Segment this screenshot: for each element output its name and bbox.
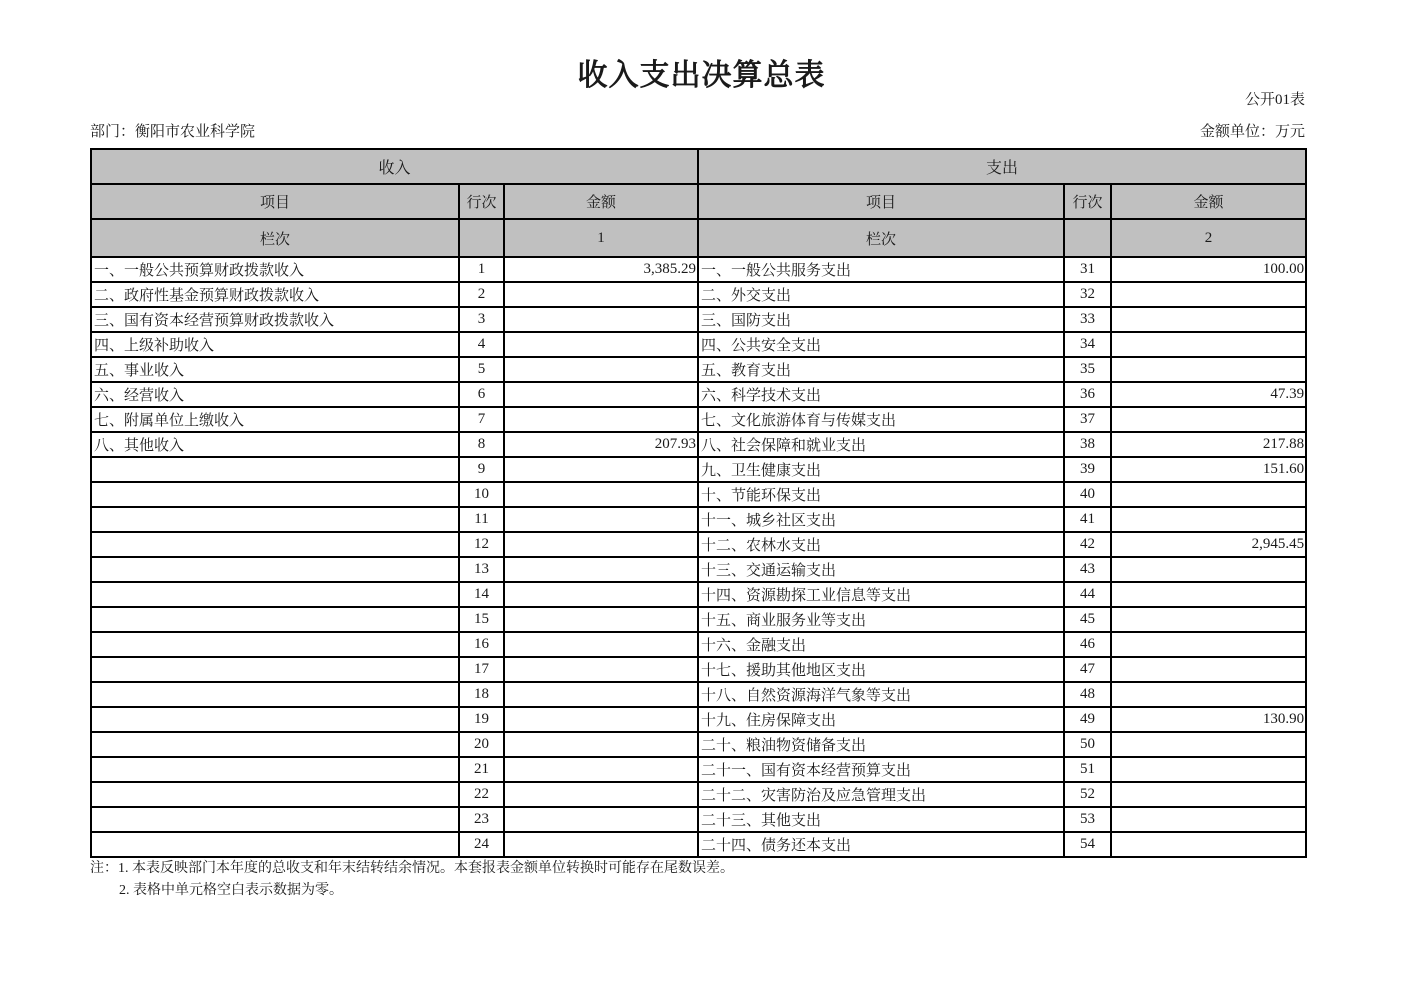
revenue-line-cell: 15: [459, 607, 504, 632]
revenue-amount-cell: [504, 482, 698, 507]
table-row: [91, 557, 1306, 582]
expenditure-line-cell: 35: [1064, 357, 1111, 382]
expenditure-item-cell: 六、科学技术支出: [698, 382, 1064, 407]
table-row: [91, 257, 1306, 282]
revenue-amount-cell: [504, 757, 698, 782]
table-row: [91, 607, 1306, 632]
revenue-item-cell: [91, 507, 459, 532]
expenditure-colindex-value: 2: [1111, 219, 1306, 257]
revenue-item-cell: [91, 482, 459, 507]
revenue-amount-cell: 3,385.29: [504, 257, 698, 282]
expenditure-amount-cell: [1111, 632, 1306, 657]
revenue-line-cell: 9: [459, 457, 504, 482]
summary-table: [90, 148, 1307, 858]
revenue-section-header: 收入: [91, 149, 698, 184]
table-row: [91, 332, 1306, 357]
revenue-item-col-header: 项目: [91, 184, 459, 219]
expenditure-amount-cell: 151.60: [1111, 457, 1306, 482]
table-row: [91, 457, 1306, 482]
note-line-2: 2. 表格中单元格空白表示数据为零。: [119, 883, 343, 898]
expenditure-amount-cell: [1111, 357, 1306, 382]
revenue-item-cell: 五、事业收入: [91, 357, 459, 382]
revenue-line-cell: 3: [459, 307, 504, 332]
revenue-amount-cell: [504, 332, 698, 357]
notes-prefix: 注：: [90, 861, 118, 876]
expenditure-item-cell: 十六、金融支出: [698, 632, 1064, 657]
expenditure-item-cell: 九、卫生健康支出: [698, 457, 1064, 482]
table-row: [91, 782, 1306, 807]
expenditure-amount-cell: [1111, 832, 1306, 857]
table-row: [91, 757, 1306, 782]
table-body: [91, 257, 1306, 857]
expenditure-item-cell: 十一、城乡社区支出: [698, 507, 1064, 532]
expenditure-line-cell: 47: [1064, 657, 1111, 682]
revenue-line-cell: 4: [459, 332, 504, 357]
expenditure-item-col-header: 项目: [698, 184, 1064, 219]
expenditure-item-cell: 四、公共安全支出: [698, 332, 1064, 357]
revenue-amount-cell: 207.93: [504, 432, 698, 457]
expenditure-item-cell: 三、国防支出: [698, 307, 1064, 332]
expenditure-item-cell: 十三、交通运输支出: [698, 557, 1064, 582]
expenditure-item-cell: 二、外交支出: [698, 282, 1064, 307]
revenue-line-col-header: 行次: [459, 184, 504, 219]
revenue-item-cell: [91, 582, 459, 607]
revenue-amount-cell: [504, 532, 698, 557]
expenditure-amount-cell: 2,945.45: [1111, 532, 1306, 557]
expenditure-section-header: 支出: [698, 149, 1306, 184]
table-row: [91, 282, 1306, 307]
note-line-1: [90, 858, 734, 880]
revenue-item-cell: [91, 607, 459, 632]
table-row: [91, 832, 1306, 857]
expenditure-amount-cell: [1111, 607, 1306, 632]
revenue-colindex-label: 栏次: [91, 219, 459, 257]
revenue-amount-col-header: 金额: [504, 184, 698, 219]
revenue-amount-cell: [504, 582, 698, 607]
table-row: [91, 307, 1306, 332]
expenditure-item-cell: 二十三、其他支出: [698, 807, 1064, 832]
table-row: [91, 707, 1306, 732]
revenue-line-cell: 16: [459, 632, 504, 657]
revenue-amount-cell: [504, 632, 698, 657]
revenue-amount-cell: [504, 457, 698, 482]
revenue-line-cell: 18: [459, 682, 504, 707]
expenditure-line-cell: 45: [1064, 607, 1111, 632]
revenue-amount-cell: [504, 732, 698, 757]
revenue-amount-cell: [504, 707, 698, 732]
revenue-item-cell: 一、一般公共预算财政拨款收入: [91, 257, 459, 282]
column-index-row: [91, 219, 1306, 257]
notes: [90, 858, 734, 902]
revenue-item-cell: 三、国有资本经营预算财政拨款收入: [91, 307, 459, 332]
table-code: 公开01表: [1244, 92, 1305, 108]
expenditure-amount-cell: [1111, 807, 1306, 832]
expenditure-amount-cell: [1111, 782, 1306, 807]
section-header-row: [91, 149, 1306, 184]
revenue-item-cell: [91, 757, 459, 782]
meta-row: [90, 120, 1305, 141]
expenditure-item-cell: 二十四、债务还本支出: [698, 832, 1064, 857]
revenue-line-cell: 24: [459, 832, 504, 857]
expenditure-line-cell: 53: [1064, 807, 1111, 832]
table-row: [91, 407, 1306, 432]
expenditure-item-cell: 十九、住房保障支出: [698, 707, 1064, 732]
table-row: [91, 657, 1306, 682]
revenue-line-cell: 5: [459, 357, 504, 382]
expenditure-amount-cell: 47.39: [1111, 382, 1306, 407]
revenue-amount-cell: [504, 282, 698, 307]
expenditure-line-cell: 34: [1064, 332, 1111, 357]
revenue-amount-cell: [504, 357, 698, 382]
table-row: [91, 432, 1306, 457]
revenue-item-cell: [91, 832, 459, 857]
revenue-line-cell: 11: [459, 507, 504, 532]
expenditure-amount-cell: [1111, 332, 1306, 357]
expenditure-line-cell: 48: [1064, 682, 1111, 707]
revenue-item-cell: [91, 782, 459, 807]
table-row: [91, 732, 1306, 757]
expenditure-item-cell: 十、节能环保支出: [698, 482, 1064, 507]
table-row: [91, 482, 1306, 507]
revenue-line-cell: 22: [459, 782, 504, 807]
expenditure-line-cell: 54: [1064, 832, 1111, 857]
expenditure-colindex-blank: [1064, 219, 1111, 257]
revenue-item-cell: [91, 807, 459, 832]
revenue-item-cell: 四、上级补助收入: [91, 332, 459, 357]
table-row: [91, 632, 1306, 657]
revenue-item-cell: [91, 557, 459, 582]
revenue-amount-cell: [504, 682, 698, 707]
table-row: [91, 807, 1306, 832]
revenue-item-cell: [91, 532, 459, 557]
revenue-line-cell: 20: [459, 732, 504, 757]
table-row: [91, 532, 1306, 557]
expenditure-amount-col-header: 金额: [1111, 184, 1306, 219]
column-header-row: [91, 184, 1306, 219]
expenditure-amount-cell: 130.90: [1111, 707, 1306, 732]
revenue-item-cell: [91, 457, 459, 482]
revenue-line-cell: 8: [459, 432, 504, 457]
revenue-amount-cell: [504, 807, 698, 832]
expenditure-amount-cell: [1111, 757, 1306, 782]
department-label: 部门：衡阳市农业科学院: [90, 124, 256, 140]
expenditure-line-cell: 51: [1064, 757, 1111, 782]
revenue-item-cell: [91, 682, 459, 707]
expenditure-item-cell: 十五、商业服务业等支出: [698, 607, 1064, 632]
revenue-item-cell: 六、经营收入: [91, 382, 459, 407]
expenditure-line-cell: 50: [1064, 732, 1111, 757]
revenue-item-cell: 八、其他收入: [91, 432, 459, 457]
expenditure-line-cell: 44: [1064, 582, 1111, 607]
revenue-amount-cell: [504, 782, 698, 807]
expenditure-item-cell: 十四、资源勘探工业信息等支出: [698, 582, 1064, 607]
expenditure-item-cell: 七、文化旅游体育与传媒支出: [698, 407, 1064, 432]
expenditure-line-cell: 36: [1064, 382, 1111, 407]
revenue-line-cell: 6: [459, 382, 504, 407]
revenue-line-cell: 7: [459, 407, 504, 432]
revenue-item-cell: [91, 732, 459, 757]
revenue-colindex-value: 1: [504, 219, 698, 257]
expenditure-item-cell: 十二、农林水支出: [698, 532, 1064, 557]
revenue-amount-cell: [504, 657, 698, 682]
expenditure-amount-cell: [1111, 282, 1306, 307]
expenditure-amount-cell: [1111, 482, 1306, 507]
expenditure-colindex-label: 栏次: [698, 219, 1064, 257]
table-row: [91, 582, 1306, 607]
expenditure-line-cell: 46: [1064, 632, 1111, 657]
revenue-line-cell: 13: [459, 557, 504, 582]
revenue-line-cell: 2: [459, 282, 504, 307]
expenditure-line-cell: 31: [1064, 257, 1111, 282]
expenditure-amount-cell: [1111, 682, 1306, 707]
expenditure-line-cell: 52: [1064, 782, 1111, 807]
revenue-line-cell: 14: [459, 582, 504, 607]
revenue-item-cell: [91, 657, 459, 682]
revenue-amount-cell: [504, 507, 698, 532]
expenditure-amount-cell: 100.00: [1111, 257, 1306, 282]
table-row: [91, 357, 1306, 382]
revenue-line-cell: 1: [459, 257, 504, 282]
expenditure-amount-cell: 217.88: [1111, 432, 1306, 457]
revenue-line-cell: 17: [459, 657, 504, 682]
revenue-item-cell: 二、政府性基金预算财政拨款收入: [91, 282, 459, 307]
expenditure-item-cell: 二十二、灾害防治及应急管理支出: [698, 782, 1064, 807]
table-row: [91, 382, 1306, 407]
page-title: 收入支出决算总表: [577, 59, 826, 92]
expenditure-line-cell: 42: [1064, 532, 1111, 557]
expenditure-amount-cell: [1111, 407, 1306, 432]
expenditure-line-cell: 49: [1064, 707, 1111, 732]
revenue-line-cell: 10: [459, 482, 504, 507]
expenditure-line-cell: 38: [1064, 432, 1111, 457]
revenue-amount-cell: [504, 382, 698, 407]
revenue-line-cell: 12: [459, 532, 504, 557]
expenditure-item-cell: 十七、援助其他地区支出: [698, 657, 1064, 682]
table-row: [91, 682, 1306, 707]
expenditure-amount-cell: [1111, 557, 1306, 582]
revenue-amount-cell: [504, 307, 698, 332]
revenue-colindex-blank: [459, 219, 504, 257]
expenditure-item-cell: 八、社会保障和就业支出: [698, 432, 1064, 457]
expenditure-line-cell: 32: [1064, 282, 1111, 307]
revenue-amount-cell: [504, 407, 698, 432]
expenditure-line-cell: 33: [1064, 307, 1111, 332]
expenditure-amount-cell: [1111, 507, 1306, 532]
expenditure-item-cell: 二十一、国有资本经营预算支出: [698, 757, 1064, 782]
expenditure-item-cell: 一、一般公共服务支出: [698, 257, 1064, 282]
expenditure-line-cell: 39: [1064, 457, 1111, 482]
note-1-text: 1. 本表反映部门本年度的总收支和年末结转结余情况。本套报表金额单位转换时可能存在尾数误差。: [118, 861, 734, 876]
revenue-item-cell: [91, 707, 459, 732]
expenditure-line-cell: 40: [1064, 482, 1111, 507]
revenue-item-cell: 七、附属单位上缴收入: [91, 407, 459, 432]
expenditure-item-cell: 五、教育支出: [698, 357, 1064, 382]
revenue-amount-cell: [504, 607, 698, 632]
expenditure-line-cell: 41: [1064, 507, 1111, 532]
expenditure-line-cell: 37: [1064, 407, 1111, 432]
expenditure-line-col-header: 行次: [1064, 184, 1111, 219]
expenditure-item-cell: 二十、粮油物资储备支出: [698, 732, 1064, 757]
unit-label: 金额单位：万元: [1199, 124, 1305, 140]
revenue-line-cell: 21: [459, 757, 504, 782]
expenditure-line-cell: 43: [1064, 557, 1111, 582]
revenue-amount-cell: [504, 832, 698, 857]
expenditure-amount-cell: [1111, 307, 1306, 332]
expenditure-amount-cell: [1111, 582, 1306, 607]
expenditure-amount-cell: [1111, 657, 1306, 682]
expenditure-amount-cell: [1111, 732, 1306, 757]
expenditure-item-cell: 十八、自然资源海洋气象等支出: [698, 682, 1064, 707]
revenue-line-cell: 23: [459, 807, 504, 832]
table-row: [91, 507, 1306, 532]
revenue-item-cell: [91, 632, 459, 657]
revenue-line-cell: 19: [459, 707, 504, 732]
revenue-amount-cell: [504, 557, 698, 582]
